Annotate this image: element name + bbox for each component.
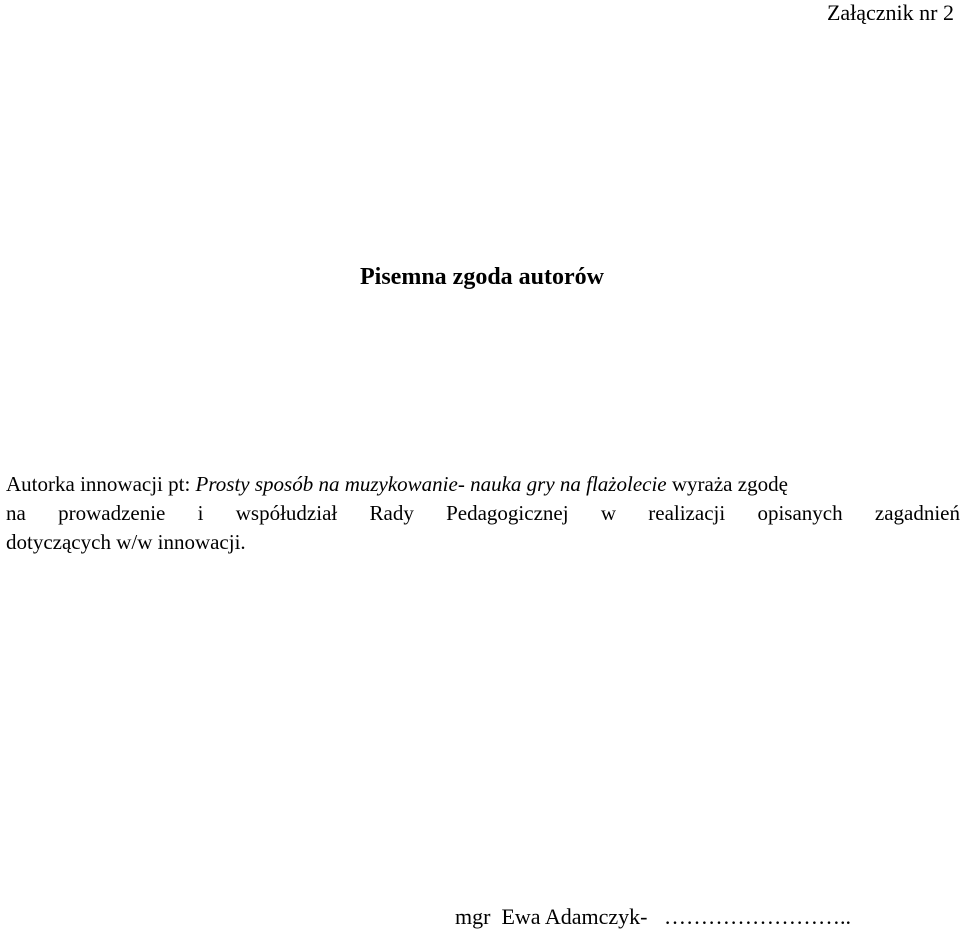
signature-dots: …………………….. (647, 904, 851, 929)
innovation-title: Prosty sposób na muzykowanie- nauka gry na flażolecie (195, 472, 667, 496)
paragraph-line-2 (6, 499, 960, 528)
word: prowadzenie (58, 501, 166, 525)
signature-name: mgr Ewa Adamczyk- (455, 904, 648, 929)
word: zagadnień (874, 501, 960, 525)
word: w (600, 501, 616, 525)
document-title: Pisemna zgoda autorów (360, 264, 604, 290)
paragraph-line-3: dotyczących w/w innowacji. (6, 530, 246, 554)
consent-paragraph (6, 470, 960, 557)
word: Rady (369, 501, 414, 525)
paragraph-lead: Autorka innowacji pt: (6, 472, 196, 496)
word: opisanych (757, 501, 843, 525)
paragraph-line-1 (6, 470, 960, 499)
signature-line (455, 903, 851, 931)
annex-label: Załącznik nr 2 (826, 0, 954, 25)
word: na (6, 501, 26, 525)
word: Pedagogicznej (446, 501, 569, 525)
word: realizacji (648, 501, 726, 525)
paragraph-tail: wyraża zgodę (666, 472, 788, 496)
word: i (197, 501, 204, 525)
word: współudział (235, 501, 338, 525)
